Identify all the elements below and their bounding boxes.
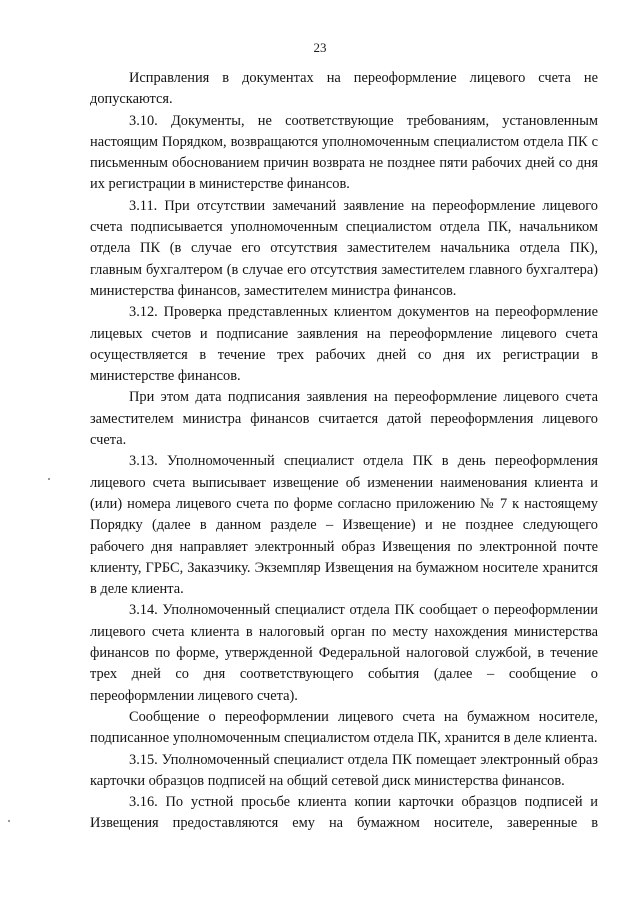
scan-speck [48, 478, 50, 480]
document-text-body [90, 68, 598, 835]
paragraph-3-14: 3.14. Уполномоченный специалист отдела ПК сообщает о переоформлении лицевого счета клиента в налоговый орган по месту нахождения министерства финансов по форме, утвержденной Федеральной налоговой службой, в течение трех дней со дня соответствующего события (далее – сообщение о переоформлении лицевого счета). [90, 602, 598, 704]
scan-speck [8, 820, 10, 822]
paragraph-3-14-paper-message: Сообщение о переоформлении лицевого счета на бумажном носителе, подписанное уполномоченным специалистом отдела ПК, хранится в деле клиента. [90, 708, 598, 747]
paragraph-3-10: 3.10. Документы, не соответствующие требованиям, установленным настоящим Порядком, возвращаются уполномоченным специалистом отдела ПК с письменным обоснованием причин возврата не позднее пяти рабочих дней со дня их регистрации в министерстве финансов. [90, 112, 598, 193]
paragraph-corrections: Исправления в документах на переоформление лицевого счета не допускаются. [90, 70, 598, 108]
paragraph-3-16: 3.16. По устной просьбе клиента копии карточки образцов подписей и Извещения предоставляются ему на бумажном носителе, заверенные в [90, 794, 598, 832]
paragraph-3-15: 3.15. Уполномоченный специалист отдела ПК помещает электронный образ карточки образцов подписей на общий сетевой диск министерства финансов. [90, 751, 598, 789]
page-number: 23 [313, 40, 327, 55]
paragraph-3-11: 3.11. При отсутствии замечаний заявление на переоформление лицевого счета подписывается уполномоченным специалистом отдела ПК, начальником отдела ПК (в случае его отсутствия заместителем начальника отдела ПК), главным бухгалтером (в случае его отсутствия заместителем главного бухгалтера) министерства финансов, заместителем министра финансов. [90, 197, 598, 299]
paragraph-3-12: 3.12. Проверка представленных клиентом документов на переоформление лицевых счетов и подписание заявления на переоформление лицевого счета осуществляется в течение трех рабочих дней со дня их регистрации в министерстве финансов. [90, 304, 598, 385]
paragraph-3-13: 3.13. Уполномоченный специалист отдела ПК в день переоформления лицевого счета выписывает извещение об изменении наименования клиента и (или) номера лицевого счета по форме согласно приложению № 7 к настоящему Порядку (далее в данном разделе – Извещение) и не позднее следующего рабочего дня направляет электронный образ Извещения по электронной почте клиенту, ГРБС, Заказчику. Экземпляр Извещения на бумажном носителе хранится в деле клиента. [90, 453, 598, 598]
paragraph-3-12-signing-date: При этом дата подписания заявления на переоформление лицевого счета заместителем министра финансов считается датой переоформления лицевого счета. [90, 389, 598, 449]
